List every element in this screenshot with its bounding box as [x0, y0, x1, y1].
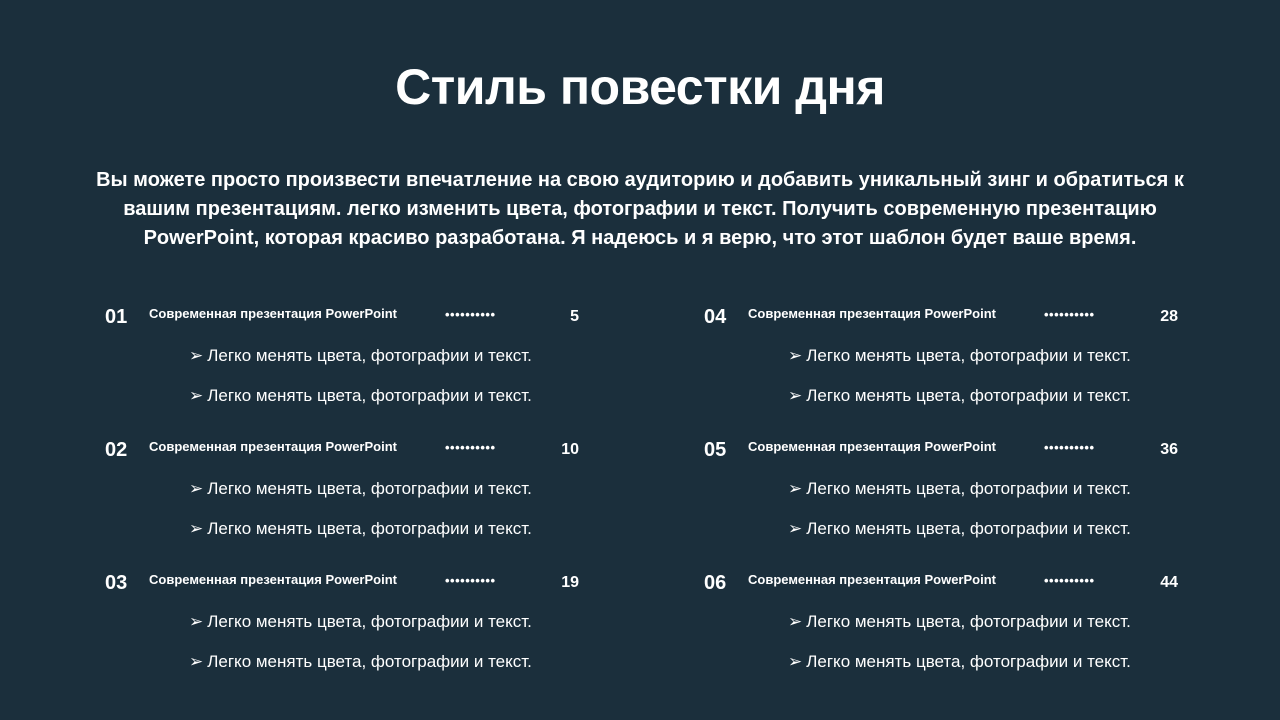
slide-subtitle: Вы можете просто произвести впечатление на свою аудиторию и добавить уникальный зинг и обратиться к вашим презентациям. легко изменить цвета, фотографии и текст. Получить современную презентацию PowerPoint, которая красиво разработана. Я надеюсь и я верю, что этот шаблон будет ваше время.	[96, 169, 1184, 249]
page-number: 44	[1160, 574, 1178, 591]
agenda-column-right	[704, 298, 1204, 697]
item-number: 05	[704, 439, 727, 461]
bullet-item	[189, 386, 532, 406]
dot-leader: ••••••••••	[445, 573, 496, 588]
page-number: 28	[1160, 308, 1178, 325]
dot-leader: ••••••••••	[445, 307, 496, 322]
item-heading: Современная презентация PowerPoint	[149, 572, 397, 587]
bullet-item	[788, 479, 1131, 499]
arrow-right-icon: ➢	[189, 652, 204, 671]
item-heading: Современная презентация PowerPoint	[149, 306, 397, 321]
bullet-text: Легко менять цвета, фотографии и текст.	[207, 612, 532, 631]
bullet-item	[788, 386, 1131, 406]
item-heading: Современная презентация PowerPoint	[149, 439, 397, 454]
bullet-text: Легко менять цвета, фотографии и текст.	[207, 386, 532, 405]
bullet-text: Легко менять цвета, фотографии и текст.	[207, 519, 532, 538]
item-heading: Современная презентация PowerPoint	[748, 306, 996, 321]
dot-leader: ••••••••••	[445, 440, 496, 455]
agenda-item	[704, 431, 1204, 564]
bullet-text: Легко менять цвета, фотографии и текст.	[207, 479, 532, 498]
dot-leader: ••••••••••	[1044, 307, 1095, 322]
arrow-right-icon: ➢	[788, 652, 803, 671]
bullet-item	[189, 652, 532, 672]
bullet-text: Легко менять цвета, фотографии и текст.	[806, 346, 1131, 365]
dot-leader: ••••••••••	[1044, 573, 1095, 588]
agenda-item	[105, 298, 605, 431]
agenda-item	[105, 564, 605, 697]
bullet-item	[788, 519, 1131, 539]
item-number: 06	[704, 572, 727, 594]
bullet-text: Легко менять цвета, фотографии и текст.	[806, 479, 1131, 498]
arrow-right-icon: ➢	[788, 519, 803, 538]
agenda-item	[704, 298, 1204, 431]
arrow-right-icon: ➢	[189, 346, 204, 365]
page-number: 10	[561, 441, 579, 458]
item-number: 03	[105, 572, 128, 594]
bullet-item	[788, 612, 1131, 632]
bullet-item	[788, 346, 1131, 366]
bullet-item	[788, 652, 1131, 672]
agenda-column-left	[105, 298, 605, 697]
bullet-text: Легко менять цвета, фотографии и текст.	[806, 652, 1131, 671]
page-number: 19	[561, 574, 579, 591]
arrow-right-icon: ➢	[788, 386, 803, 405]
arrow-right-icon: ➢	[189, 519, 204, 538]
page-number: 36	[1160, 441, 1178, 458]
arrow-right-icon: ➢	[189, 612, 204, 631]
bullet-text: Легко менять цвета, фотографии и текст.	[806, 612, 1131, 631]
bullet-item	[189, 612, 532, 632]
page-number: 5	[570, 308, 579, 325]
agenda-item	[105, 431, 605, 564]
slide-title: Стиль повестки дня	[395, 59, 885, 115]
bullet-text: Легко менять цвета, фотографии и текст.	[207, 652, 532, 671]
arrow-right-icon: ➢	[788, 612, 803, 631]
item-heading: Современная презентация PowerPoint	[748, 439, 996, 454]
bullet-text: Легко менять цвета, фотографии и текст.	[806, 519, 1131, 538]
dot-leader: ••••••••••	[1044, 440, 1095, 455]
bullet-item	[189, 479, 532, 499]
arrow-right-icon: ➢	[788, 346, 803, 365]
item-number: 04	[704, 306, 727, 328]
bullet-text: Легко менять цвета, фотографии и текст.	[806, 386, 1131, 405]
arrow-right-icon: ➢	[189, 479, 204, 498]
arrow-right-icon: ➢	[788, 479, 803, 498]
agenda-item	[704, 564, 1204, 697]
bullet-text: Легко менять цвета, фотографии и текст.	[207, 346, 532, 365]
item-number: 01	[105, 306, 128, 328]
item-number: 02	[105, 439, 128, 461]
item-heading: Современная презентация PowerPoint	[748, 572, 996, 587]
bullet-item	[189, 519, 532, 539]
bullet-item	[189, 346, 532, 366]
arrow-right-icon: ➢	[189, 386, 204, 405]
